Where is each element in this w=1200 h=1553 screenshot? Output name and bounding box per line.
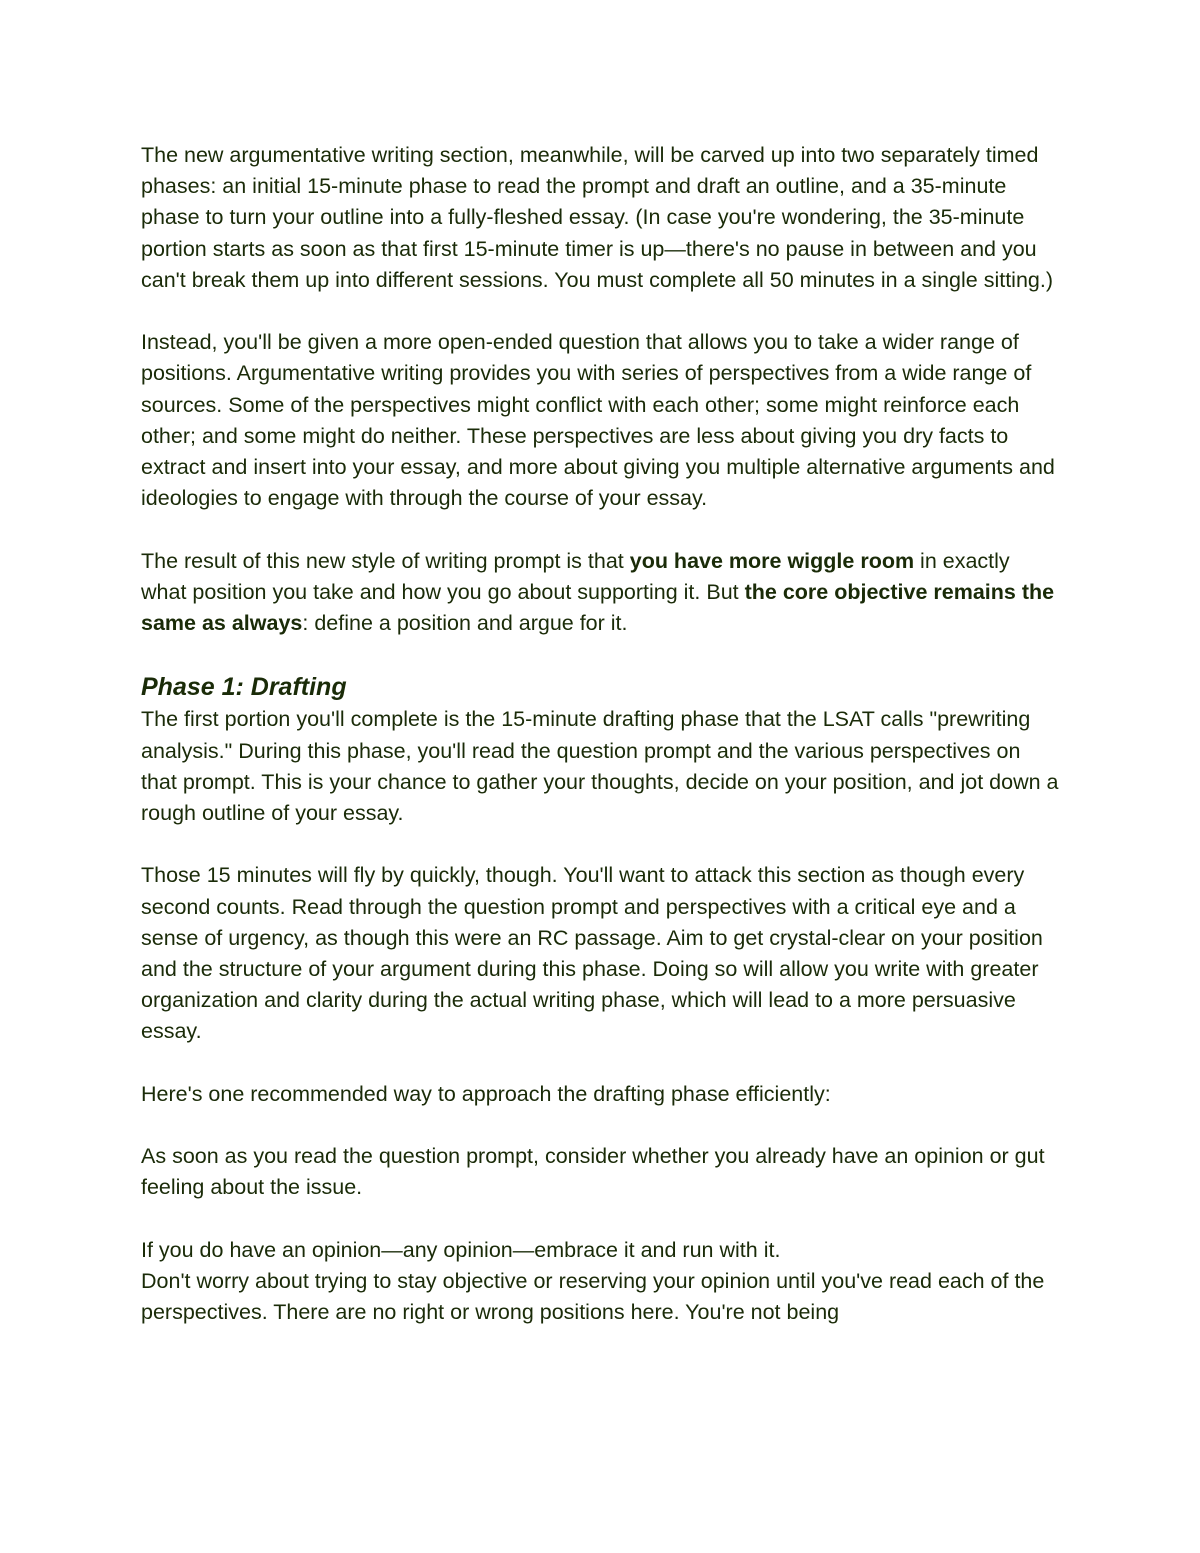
text-run: The result of this new style of writing prompt is that <box>141 548 630 573</box>
bold-wiggle-room: you have more wiggle room <box>629 548 915 573</box>
paragraph-recommended-way: Here's one recommended way to approach the drafting phase efficiently: <box>141 1081 831 1106</box>
text-run: in exactly what position you take and how you go about supporting it. But <box>141 548 1010 604</box>
paragraph-read-prompt: As soon as you read the question prompt, consider whether you already have an opinion or gut feeling about the issue. <box>141 1144 1045 1200</box>
bold-core-objective: the core objective remains the same as always <box>141 579 1055 636</box>
paragraph-drafting-phase: The first portion you'll complete is the 15-minute drafting phase that the LSAT calls "prewriting analysis." During this phase, you'll read the question prompt and the various perspectives on that prompt. This is your chance to gather your thoughts, decide on your position, and jot down a rough outline of your essay. <box>141 707 1059 826</box>
paragraph-open-ended-question: Instead, you'll be given a more open-ended question that allows you to take a wider range of positions. Argumentative writing provides you with series of perspectives from a wide range of sources. Some of the perspectives might conflict with each other; some might reinforce each other; and some might do neither. These perspectives are less about giving you dry facts to extract and insert into your essay, and more about giving you multiple alternative arguments and ideologies to engage with through the course of your essay. <box>141 330 1055 511</box>
section-heading-phase-1: Phase 1: Drafting <box>141 673 347 702</box>
paragraph-dont-worry: Don't worry about trying to stay objective or reserving your opinion until you've read each of the perspectives. There are no right or wrong positions here. You're not being <box>141 1269 1045 1325</box>
paragraph-argumentative-section: The new argumentative writing section, meanwhile, will be carved up into two separately timed phases: an initial 15-minute phase to read the prompt and draft an outline, and a 35-minute phase to turn your outline into a fully-fleshed essay. (In case you're wondering, the 35-minute portion starts as soon as that first 15-minute timer is up—there's no pause in between and you can't break them up into different sessions. You must complete all 50 minutes in a single sitting.) <box>141 143 1053 292</box>
text-run: : define a position and argue for it. <box>302 611 628 636</box>
document-page <box>141 140 1061 1328</box>
paragraph-wiggle-room <box>141 546 1061 640</box>
paragraph-fifteen-minutes: Those 15 minutes will fly by quickly, though. You'll want to attack this section as though every second counts. Read through the question prompt and perspectives with a critical eye and a sense of urgency, as though this were an RC passage. Aim to get crystal-clear on your position and the structure of your argument during this phase. Doing so will allow you write with greater organization and clarity during the actual writing phase, which will lead to a more persuasive essay. <box>141 863 1043 1044</box>
paragraph-have-opinion: If you do have an opinion—any opinion—embrace it and run with it. <box>141 1237 781 1262</box>
